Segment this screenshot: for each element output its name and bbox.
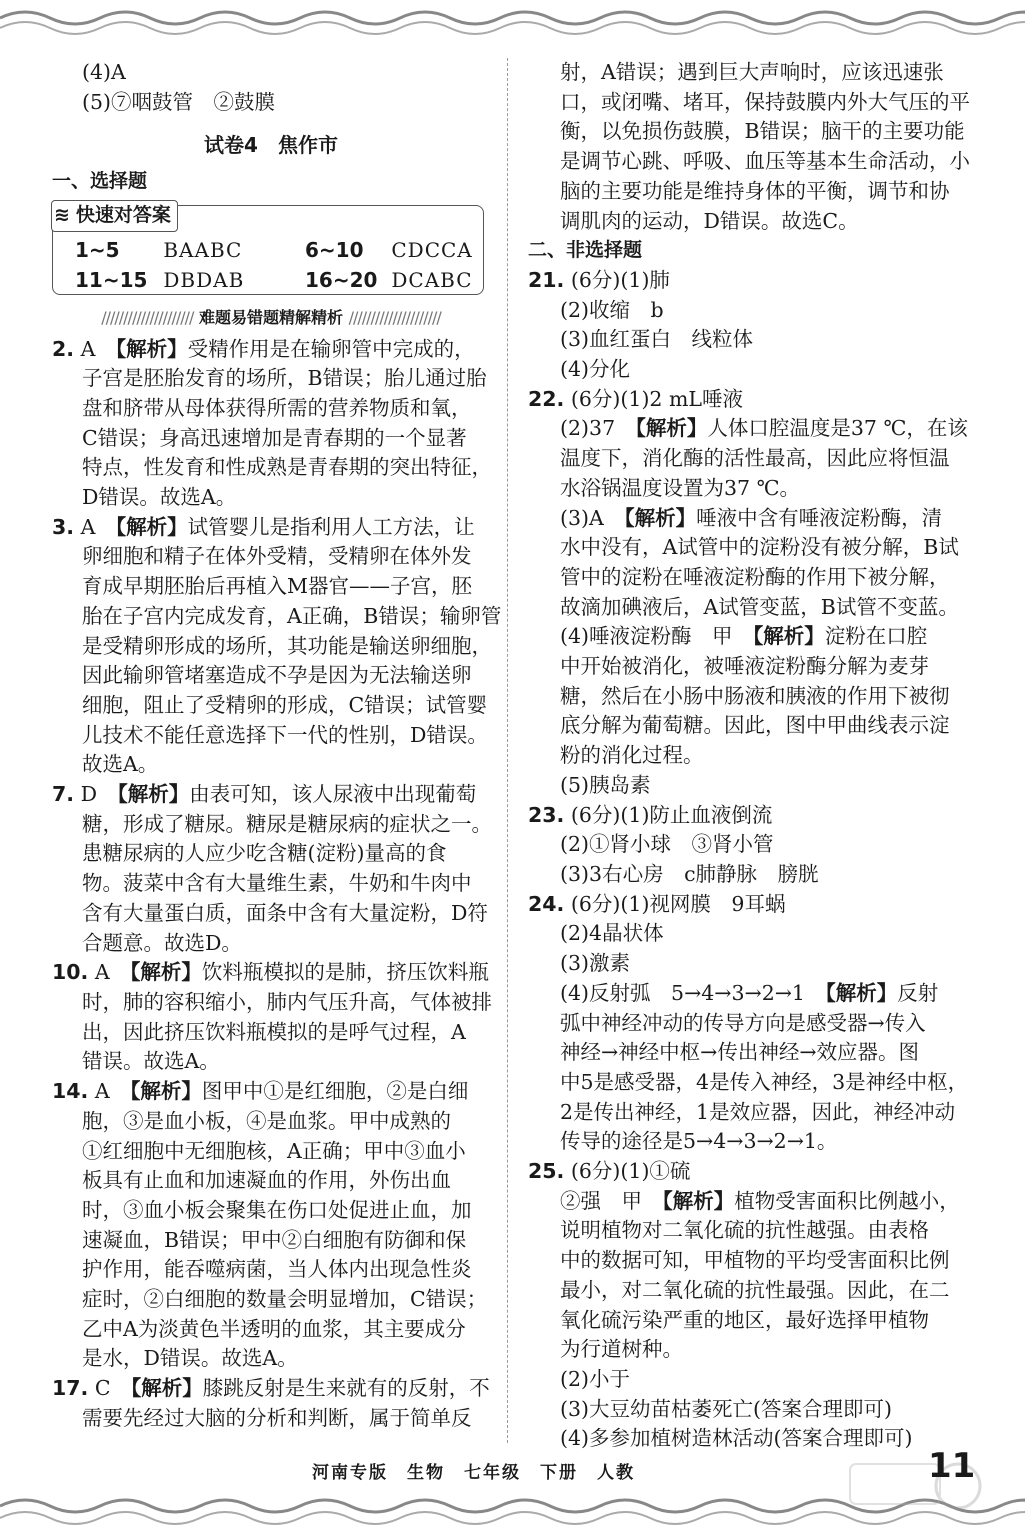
analysis-line: 乙中A为淡黄色半透明的血浆，其主要成分 [82,1316,466,1341]
analysis-line: 管中的淀粉在唾液淀粉酶的作用下被分解， [560,564,950,589]
answer-line: (4)分化 [560,357,631,382]
left-column [52,58,502,1434]
analysis-line: 温度下，消化酶的活性最高，因此应将恒温 [560,446,950,471]
analysis-line: 脑的主要功能是维持身体的平衡，调节和协 [560,178,950,203]
analysis-text: 淀粉在口腔 [824,624,928,649]
question-block [52,1374,490,1433]
section-title-choice: 一、选择题 [52,170,148,193]
analysis-tag: 【解析】 [131,1376,203,1401]
analysis-tag: 【解析】 [624,505,697,530]
answer-line: (2)小于 [560,1366,631,1391]
analysis-line: 是水，D错误。故选A。 [82,1346,298,1371]
answer-row [305,236,473,266]
analysis-line: 是受精卵形成的场所，其功能是输送卵细胞， [82,633,492,658]
question-block [528,385,974,801]
analysis-line: 含有大量蛋白质，面条中含有大量淀粉，D符 [82,900,488,925]
question-number: 17. [52,1376,89,1401]
answer-line: (5)⑦咽鼓管 ②鼓膜 [82,89,276,114]
analysis-tag: 【解析】 [130,1079,202,1104]
answer-values: DCABC [391,267,473,292]
analysis-tag: 【解析】 [662,1188,735,1213]
analysis-text: 由表可知，该人尿液中出现葡萄 [189,782,477,807]
answer-text: (6分)(1)肺 [570,267,670,292]
analysis-line: 粉的消化过程。 [560,743,704,768]
paper-title: 试卷4 焦作市 [204,133,338,158]
analysis-line: 糖，形成了糖尿。糖尿是糖尿病的症状之一。 [82,811,492,836]
analysis-line: 合题意。故选D。 [82,930,242,955]
analysis-line: 子宫是胚胎发育的场所，B错误；胎儿通过胎 [82,366,487,391]
answer-range: 1~5 [75,237,120,262]
analysis-line: 2是传出神经，1是效应器，因此，神经冲动 [560,1099,956,1124]
question-answer: C [94,1376,111,1401]
answer-range: 11~15 [75,267,148,292]
top-wave-border [0,0,1025,40]
analysis-line: 特点，性发育和性成熟是青春期的突出特征， [82,455,492,480]
analysis-line: 水浴锅温度设置为37 ℃。 [560,475,801,500]
answer-line: (2)收缩 b [560,297,664,322]
answer-text: (3)A [560,505,625,530]
question-answer: A [80,336,96,361]
analysis-line: 说明植物对二氧化硫的抗性越强。由表格 [560,1218,929,1243]
analysis-line: 底分解为葡萄糖。因此，图中甲曲线表示淀 [560,713,950,738]
answer-row [75,266,244,296]
analysis-line: 口，或闭嘴、堵耳，保持鼓膜内外大气压的平 [560,89,970,114]
hatch-decoration: ///////////////////// [101,307,194,327]
analysis-line: 射，A错误；遇到巨大声响时，应该迅速张 [560,60,944,84]
analysis-line: 物。菠菜中含有大量维生素，牛奶和牛肉中 [82,871,472,896]
answer-values: CDCCA [391,237,473,262]
analysis-line: 出，因此挤压饮料瓶模拟的是呼气过程，A [82,1019,466,1044]
analysis-line: 细胞，阻止了受精卵的形成，C错误；试管婴 [82,692,488,717]
answer-row [305,266,473,296]
analysis-line: 需要先经过大脑的分析和判断，属于简单反 [82,1405,472,1430]
analysis-line: ①红细胞中无细胞核，A正确；甲中③血小 [82,1138,466,1163]
analysis-line: 盘和脐带从母体获得所需的营养物质和氧， [82,395,472,420]
analysis-line: 传导的途径是5→4→3→2→1。 [560,1129,838,1154]
analysis-line: 患糖尿病的人应少吃含糖(淀粉)量高的食 [82,841,447,866]
analysis-tag: 【解析】 [130,960,202,985]
question-answer: A [94,960,110,985]
question-block [52,780,490,958]
analysis-line: 速凝血，B错误；甲中②白细胞有防御和保 [82,1227,467,1252]
analysis-text: 试管婴儿是指利用人工方法，让 [187,514,475,539]
answer-line: (3)3右心房 c肺静脉 膀胱 [560,861,819,886]
analysis-line: 时，肺的容积缩小，肺内气压升高，气体被排 [82,989,492,1014]
question-block [52,335,490,513]
question-number: 7. [52,782,75,807]
answer-text: (2)37 [560,416,636,441]
analysis-line: 中的数据可知，甲植物的平均受害面积比例 [560,1248,950,1273]
right-column [528,58,974,1454]
analysis-line: 中开始被消化，被唾液淀粉酶分解为麦芽 [560,654,929,679]
analysis-text: 人体口腔温度是37 ℃，在该 [707,416,968,441]
answer-line: (4)多参加植树造林活动(答案合理即可) [560,1426,913,1451]
analysis-line: C错误；身高迅速增加是青春期的一个显著 [82,425,467,450]
analysis-line: 儿技术不能任意选择下一代的性别，D错误。 [82,722,488,747]
analysis-line: 错误。故选A。 [82,1049,220,1074]
analysis-line: 为行道树种。 [560,1337,683,1362]
analysis-line: 育成早期胚胎后再植入M器官——子宫，胚 [82,574,472,599]
question-block [52,1077,490,1374]
question-answer: A [94,1079,110,1104]
question-number: 25. [528,1159,565,1184]
answer-line: (3)大豆幼苗枯萎死亡(答案合理即可) [560,1396,893,1421]
page-number: 11 [928,1446,976,1486]
analysis-line: 卵细胞和精子在体外受精，受精卵在体外发 [82,544,472,569]
analysis-line: 神经→神经中枢→传出神经→效应器。图 [560,1040,920,1065]
question-number: 23. [528,802,565,827]
answer-line: (2)4晶状体 [560,921,664,946]
analysis-line: 故滴加碘液后，A试管变蓝，B试管不变蓝。 [560,594,959,619]
question-block [528,801,974,890]
analysis-tag: 【解析】 [635,416,708,441]
answer-text: (6分)(1)防止血液倒流 [570,802,773,827]
answer-range: 6~10 [305,237,364,262]
question-answer: D [80,782,98,807]
analysis-subheading [52,303,490,333]
analysis-line: 时，③血小板会聚集在伤口处促进止血，加 [82,1197,472,1222]
column-divider [507,58,508,1443]
analysis-line: 糖，然后在小肠中肠液和胰液的作用下被彻 [560,683,950,708]
analysis-line: 调肌肉的运动，D错误。故选C。 [560,208,859,233]
question-number: 21. [528,267,565,292]
answer-text: (6分)(1)2 mL唾液 [570,386,744,411]
analysis-tag: 【解析】 [753,624,825,649]
analysis-tag: 【解析】 [115,514,188,539]
analysis-line: 故选A。 [82,752,159,777]
question-number: 24. [528,891,565,916]
analysis-line: D错误。故选A。 [82,485,237,510]
question-number: 10. [52,960,89,985]
question-number: 22. [528,386,565,411]
analysis-text: 唾液中含有唾液淀粉酶，清 [696,505,943,530]
answer-values: BAABC [163,237,243,262]
analysis-text: 图甲中①是红细胞，②是白细 [201,1079,469,1104]
analysis-line: 氧化硫污染严重的地区，最好选择甲植物 [560,1307,929,1332]
analysis-line: 症时，②白细胞的数量会明显增加，C错误； [82,1287,488,1312]
analysis-tag: 【解析】 [115,336,188,361]
analysis-line: 护作用，能吞噬病菌，当人体内出现急性炎 [82,1257,472,1282]
analysis-text: 受精作用是在输卵管中完成的， [187,336,475,361]
question-number: 14. [52,1079,89,1104]
quick-answer-title: 快速对答案 [75,203,171,226]
analysis-tag: 【解析】 [825,980,898,1005]
question-number: 2. [52,336,75,361]
hatch-decoration: ///////////////////// [348,307,441,327]
answer-line: (4)A [82,60,126,84]
question-block [528,890,974,1157]
analysis-line: 水中没有，A试管中的淀粉没有被分解，B试 [560,535,959,560]
analysis-line: 是调节心跳、呼吸、血压等基本生命活动，小 [560,149,970,174]
quick-answer-box [52,205,484,295]
analysis-line: 胎在子宫内完成发育，A正确，B错误；输卵管 [82,603,502,628]
answer-line: (2)①肾小球 ③肾小管 [560,832,774,857]
answer-range: 16~20 [305,267,378,292]
answer-text: (4)唾液淀粉酶 甲 [560,624,754,649]
question-block [528,266,974,385]
quick-answer-header [51,200,178,232]
answer-text: ②强 甲 [560,1188,663,1213]
question-number: 3. [52,514,75,539]
analysis-line: 胞，③是血小板，④是血浆。甲中成熟的 [82,1108,451,1133]
answer-text: (6分)(1)①硫 [570,1159,691,1184]
analysis-line: 板具有止血和加速凝血的作用，外伤出血 [82,1168,451,1193]
analysis-text: 植物受害面积比例越小， [734,1188,960,1213]
answer-row [75,236,242,266]
analysis-subheading-text: 难题易错题精解精析 [198,307,343,327]
answer-values: DBDAB [163,267,245,292]
wave-icon: ≋ [54,203,70,226]
question-answer: A [80,514,96,539]
question-block [528,1157,974,1454]
analysis-line: 中5是感受器，4是传入神经，3是神经中枢， [560,1069,969,1094]
analysis-line: 最小，对二氧化硫的抗性最强。因此，在二 [560,1277,950,1302]
analysis-text: 膝跳反射是生来就有的反射，不 [202,1376,490,1401]
answer-text: (4)反射弧 5→4→3→2→1 [560,980,826,1005]
analysis-line: 因此输卵管堵塞造成不孕是因为无法输送卵 [82,663,472,688]
analysis-text: 反射 [897,980,939,1005]
answer-line: (3)血红蛋白 线粒体 [560,327,754,352]
analysis-line: 衡，以免损伤鼓膜，B错误；脑干的主要功能 [560,119,965,144]
answer-line: (3)激素 [560,951,631,976]
analysis-tag: 【解析】 [117,782,190,807]
question-block [52,513,502,780]
analysis-text: 饮料瓶模拟的是肺，挤压饮料瓶 [201,960,489,985]
page-footer: 河南专版 生物 七年级 下册 人教 [312,1463,635,1483]
analysis-line: 弧中神经冲动的传导方向是感受器→传入 [560,1010,926,1035]
answer-line: (5)胰岛素 [560,772,651,797]
question-block [52,958,490,1077]
answer-text: (6分)(1)视网膜 9耳蜗 [570,891,786,916]
section-title-nonchoice: 二、非选择题 [528,239,643,262]
